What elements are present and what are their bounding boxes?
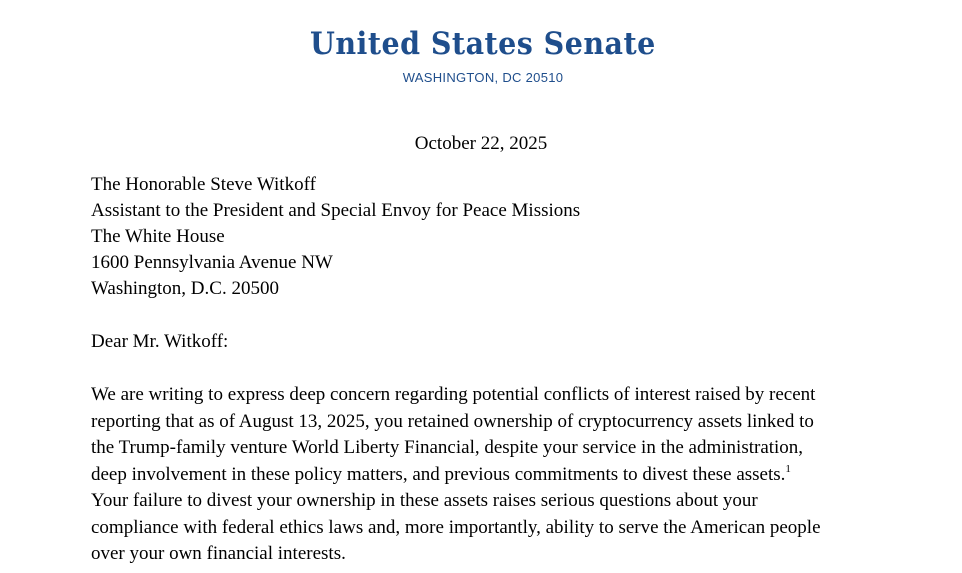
letterhead (0, 26, 962, 86)
recipient-street: 1600 Pennsylvania Avenue NW (91, 252, 333, 273)
letterhead-title: United States Senate (310, 26, 656, 62)
letterhead-address: WASHINGTON, DC 20510 (402, 70, 564, 85)
paragraph-line-text: deep involvement in these policy matters, and previous commitments to divest these assets. (91, 463, 786, 485)
salutation: Dear Mr. Witkoff: (91, 331, 229, 352)
paragraph-line: over your own financial interests. (91, 543, 346, 564)
paragraph-line: We are writing to express deep concern regarding potential conflicts of interest raised by recent (91, 384, 816, 405)
body-paragraph (91, 382, 871, 568)
paragraph-line-with-footnote (91, 462, 871, 489)
recipient-address-block (91, 172, 580, 302)
footnote-marker[interactable]: 1 (785, 462, 791, 475)
paragraph-line: Your failure to divest your ownership in these assets raises serious questions about your (91, 490, 758, 511)
paragraph-line: compliance with federal ethics laws and, more importantly, ability to serve the American people (91, 516, 821, 538)
recipient-title: Assistant to the President and Special Envoy for Peace Missions (91, 200, 581, 221)
paragraph-line: reporting that as of August 13, 2025, you retained ownership of cryptocurrency assets linked to (91, 410, 814, 432)
paragraph-line: the Trump-family venture World Liberty Financial, despite your service in the administration, (91, 437, 804, 458)
recipient-organization: The White House (91, 226, 225, 247)
recipient-name: The Honorable Steve Witkoff (91, 174, 316, 195)
letter-date: October 22, 2025 (414, 133, 548, 154)
recipient-city: Washington, D.C. 20500 (91, 278, 279, 299)
